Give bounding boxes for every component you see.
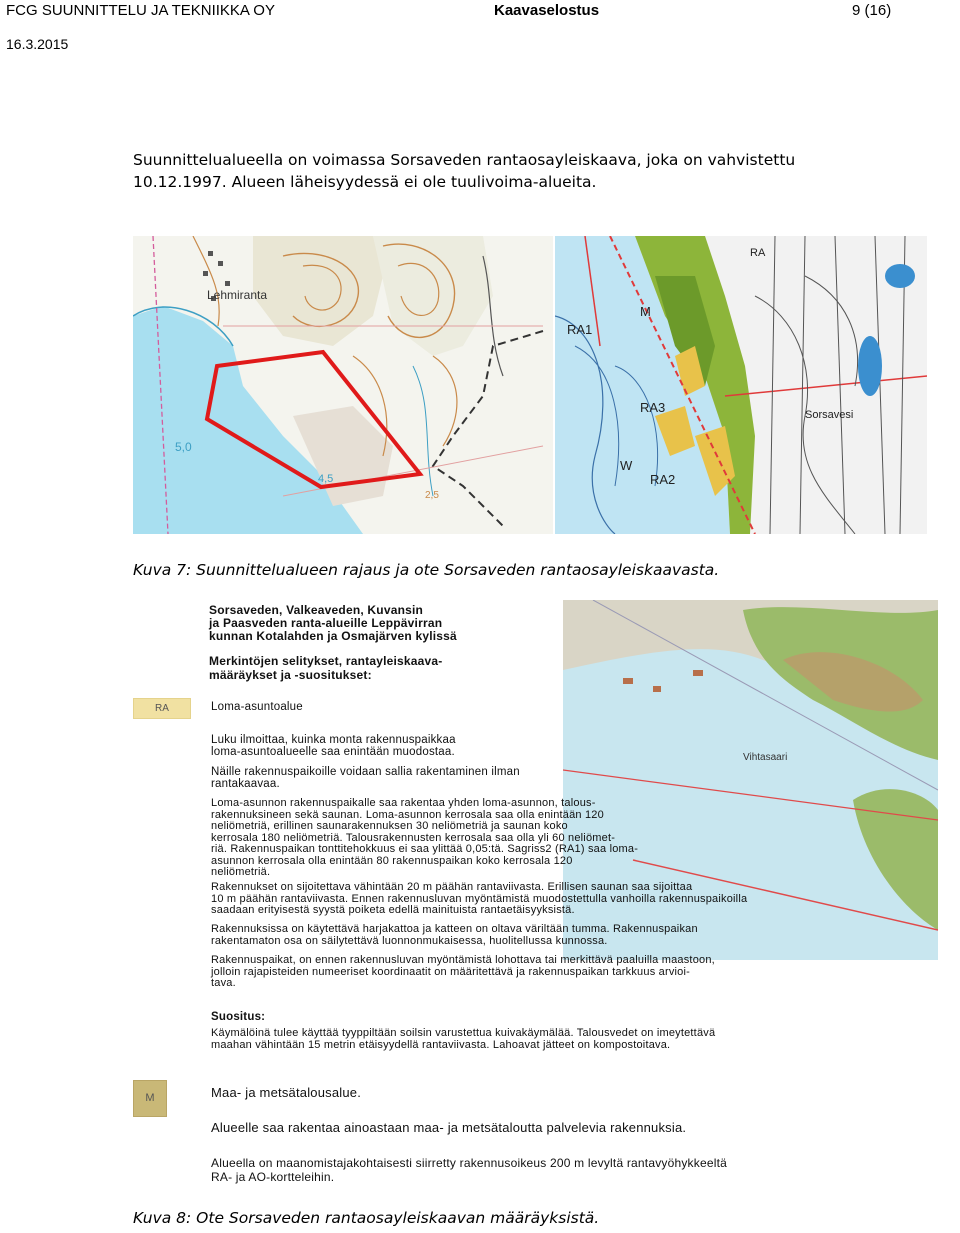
m-legend-title: Maa- ja metsätalousalue. <box>211 1085 362 1100</box>
page-number: 9 (16) <box>852 2 892 19</box>
depth-label-3: 2,5 <box>425 490 439 501</box>
suositus-paragraph <box>211 1028 921 1051</box>
planning-area-map <box>133 236 553 534</box>
m-paragraph-1: Alueelle saa rakentaa ainoastaan maa- ja metsätaloutta palvelevia rakennuksia. <box>211 1120 687 1135</box>
ra-p3-line-7: neliömetriä. <box>211 866 271 878</box>
depth-label-1: 5,0 <box>175 440 192 454</box>
m-legend-swatch: M <box>133 1080 167 1117</box>
figure-8-caption: Kuva 8: Ote Sorsaveden rantaosayleiskaavan määräyksistä. <box>133 1209 600 1227</box>
ra-p6-line-2: jolloin rajapisteiden numeeriset koordinaatit on määritettävä ja rakennuspaikan tarkkuus arvioi- <box>211 965 691 978</box>
ra-p2-line-2: rantakaavaa. <box>211 778 280 790</box>
zone-label-w: W <box>620 458 633 473</box>
ra-p3-line-5: riä. Rakennuspaikan tonttitehokkuus ei saa ylittää 0,05:tä. Sagriss2 (RA1) saa loma- <box>211 843 639 855</box>
ra-legend-title: Loma-asuntoalue <box>211 701 303 713</box>
legend-title-line-2: ja Paasveden ranta-alueille Leppävirran <box>209 616 443 630</box>
ra-p3-line-4: kerrosala 180 neliömetriä. Talousrakennusten kerrosala saa olla yli 60 neliömet- <box>211 831 616 844</box>
ra-p3-line-1: Loma-asunnon rakennuspaikalle saa rakentaa yhden loma-asunnon, talous- <box>211 797 596 809</box>
map-label-vihtasaari: Vihtasaari <box>743 752 788 763</box>
figure-7-caption: Kuva 7: Suunnittelualueen rajaus ja ote Sorsaveden rantaosayleiskaavasta. <box>133 561 720 579</box>
shore-plan-map <box>555 236 927 534</box>
ra-p6-line-1: Rakennuspaikat, on ennen rakennusluvan myöntämistä lohottava tai merkittävä paaluilla maastoon, <box>211 954 715 966</box>
ra-p3-line-2: rakennuksineen sekä saunan. Loma-asunnon kerrosala saa olla enintään 120 <box>211 808 604 821</box>
water-label: Sorsavesi <box>805 409 854 421</box>
legend-subtitle-line-2: määräykset ja -suositukset: <box>209 668 372 682</box>
ra-p2-line-1: Näille rakennuspaikoille voidaan sallia rakentaminen ilman <box>211 766 520 778</box>
legend-title-line-3: kunnan Kotalahden ja Osmajärven kylissä <box>209 629 457 643</box>
ra-p5-line-2: rakentamaton osa on säilytettävä luonnonmukaisessa, huolitellussa kunnossa. <box>211 934 608 947</box>
zone-label-ra1: RA1 <box>567 322 593 337</box>
ra-paragraph-4 <box>211 882 911 917</box>
ra-p3-line-6: asunnon kerrosala olla enintään 80 rakennuspaikan koko kerrosala 120 <box>211 854 573 867</box>
document-date: 16.3.2015 <box>6 36 69 52</box>
zone-label-ra: RA <box>750 247 766 259</box>
intro-paragraph <box>133 149 933 193</box>
m-p2-line-1: Alueella on maanomistajakohtaisesti siirretty rakennusoikeus 200 m levyltä rantavyöhykkeeltä <box>211 1156 727 1170</box>
depth-label-2: 4,5 <box>318 473 334 485</box>
ra-paragraph-3 <box>211 798 811 879</box>
ra-paragraph-6 <box>211 955 921 990</box>
ra-paragraph-5 <box>211 924 921 947</box>
m-paragraph-2 <box>211 1156 727 1184</box>
ra-p5-line-1: Rakennuksissa on käytettävä harjakattoa ja katteen on oltava väriltään tumma. Rakennuspaikan <box>211 923 698 935</box>
intro-line-2: 10.12.1997. Alueen läheisyydessä ei ole tuulivoima-alueita. <box>133 173 597 191</box>
document-type: Kaavaselostus <box>494 2 600 19</box>
ra-p4-line-1: Rakennukset on sijoitettava vähintään 20 m päähän rantaviivasta. Erillisen saunan saa sijoittaa <box>211 881 693 893</box>
m-p2-line-2: RA- ja AO-kortteleihin. <box>211 1170 335 1184</box>
ra-legend-swatch: RA <box>133 698 191 719</box>
legend-title <box>209 604 457 643</box>
zone-label-m: M <box>640 304 651 319</box>
intro-line-1: Suunnittelualueella on voimassa Sorsaveden rantaosayleiskaava, joka on vahvistettu <box>133 151 796 169</box>
ra-p6-line-3: tava. <box>211 977 236 989</box>
legend-title-line-1: Sorsaveden, Valkeaveden, Kuvansin <box>209 603 424 617</box>
zone-label-ra2: RA2 <box>650 472 676 487</box>
legend-subtitle <box>209 654 442 682</box>
ra-p4-line-3: saadaan erityisestä syystä poiketa edellä mainituista rantaetäisyyksistä. <box>211 904 575 916</box>
suositus-title: Suositus: <box>211 1011 266 1023</box>
company-name: FCG SUUNNITTELU JA TEKNIIKKA OY <box>6 2 275 19</box>
figure-8-image <box>133 600 938 1200</box>
ra-paragraph-2 <box>211 766 520 790</box>
ra-p4-line-2: 10 m päähän rantaviivasta. Ennen rakennusluvan myöntämistä muodostettulla vanhoilla rakennuspaikoilla <box>211 892 748 905</box>
ra-p1-line-2: loma-asuntoalueelle saa enintään muodostaa. <box>211 746 455 758</box>
ra-paragraph-1 <box>211 734 456 758</box>
legend-subtitle-line-1: Merkintöjen selitykset, rantayleiskaava- <box>209 654 443 668</box>
zone-label-ra3: RA3 <box>640 400 666 415</box>
ra-p3-line-3: neliömetriä, erillinen saunarakennuksen 30 neliömetriä ja saunan koko <box>211 820 568 832</box>
suositus-line-1: Käymälöinä tulee käyttää tyyppiltään soilsin varustettua kuivakäymälää. Talousvedet on imeytettävä <box>211 1027 716 1039</box>
ra-p1-line-1: Luku ilmoittaa, kuinka monta rakennuspaikkaa <box>211 734 456 746</box>
suositus-line-2: maahan vähintään 15 metrin etäisyydellä rantaviivasta. Lahoavat jätteet on kompostoitava. <box>211 1038 671 1051</box>
place-label: Lehmiranta <box>207 288 268 302</box>
